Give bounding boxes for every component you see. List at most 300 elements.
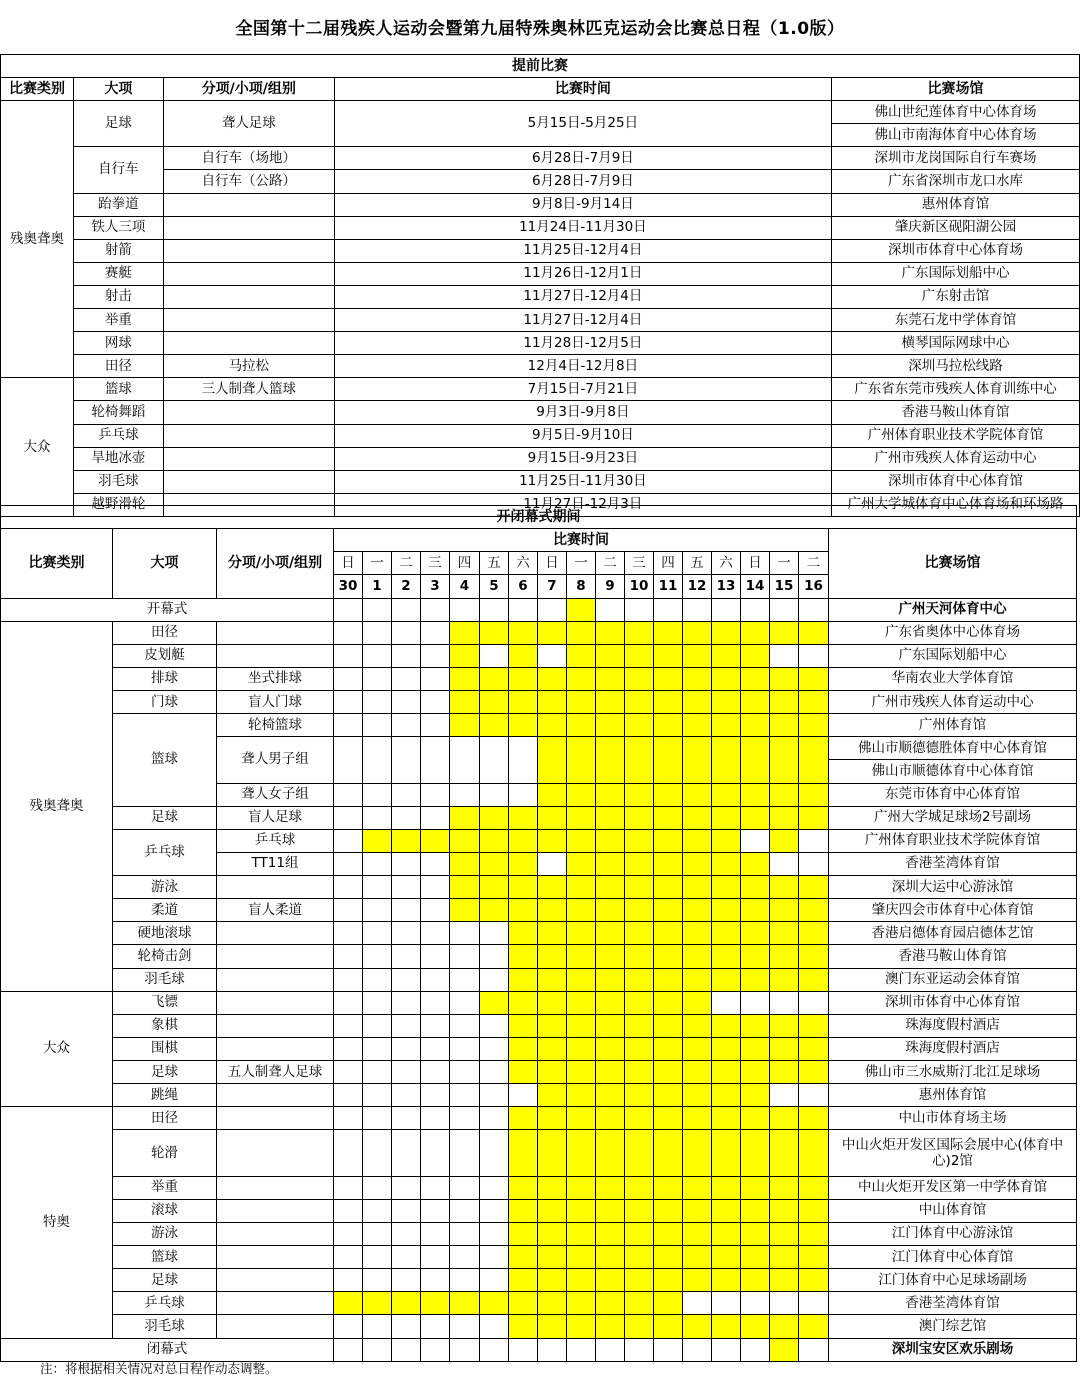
scheduled-day-cell — [538, 1084, 567, 1107]
scheduled-day-cell — [625, 1061, 654, 1084]
scheduled-day-cell — [567, 922, 596, 945]
scheduled-day-cell — [509, 1061, 538, 1084]
date-cell: 15 — [770, 575, 799, 598]
day-cell — [421, 621, 450, 644]
day-cell — [509, 1338, 538, 1361]
scheduled-day-cell — [741, 783, 770, 806]
scheduled-day-cell — [596, 945, 625, 968]
day-cell — [334, 1176, 363, 1199]
scheduled-day-cell — [596, 737, 625, 783]
scheduled-day-cell — [450, 829, 480, 852]
weekday-cell: 六 — [509, 552, 538, 575]
day-cell — [421, 1130, 450, 1176]
scheduled-day-cell — [770, 714, 799, 737]
time-cell: 11月24日-11月30日 — [334, 216, 831, 239]
sub-cell — [163, 285, 334, 308]
venue-cell: 惠州体育馆 — [829, 1084, 1077, 1107]
scheduled-day-cell — [770, 783, 799, 806]
scheduled-day-cell — [683, 1246, 712, 1269]
day-cell — [334, 621, 363, 644]
scheduled-day-cell — [596, 1061, 625, 1084]
day-cell — [334, 922, 363, 945]
scheduled-day-cell — [654, 1014, 683, 1037]
day-cell — [334, 737, 363, 783]
day-cell — [421, 1037, 450, 1060]
event-cell: 皮划艇 — [113, 644, 217, 667]
day-cell — [363, 1222, 392, 1245]
day-cell — [450, 1176, 480, 1199]
weekday-cell: 二 — [799, 552, 829, 575]
venue-cell: 惠州体育馆 — [832, 193, 1080, 216]
scheduled-day-cell — [538, 1176, 567, 1199]
scheduled-day-cell — [770, 1246, 799, 1269]
scheduled-day-cell — [450, 621, 480, 644]
time-cell: 9月15日-9月23日 — [334, 447, 831, 470]
event-cell: 围棋 — [113, 1037, 217, 1060]
day-cell — [509, 598, 538, 621]
day-cell — [392, 968, 421, 991]
page-title: 全国第十二届残疾人运动会暨第九届特殊奥林匹克运动会比赛总日程（1.0版） — [235, 19, 845, 39]
venue-cell: 深圳市体育中心体育馆 — [832, 470, 1080, 493]
sub-cell — [217, 1014, 334, 1037]
sub-cell — [217, 1130, 334, 1176]
scheduled-day-cell — [741, 968, 770, 991]
venue-cell: 深圳市体育中心体育馆 — [829, 991, 1077, 1014]
day-cell — [363, 991, 392, 1014]
day-cell — [334, 1222, 363, 1245]
day-cell — [480, 1014, 509, 1037]
day-cell — [421, 968, 450, 991]
scheduled-day-cell — [654, 829, 683, 852]
weekday-cell: 五 — [683, 552, 712, 575]
scheduled-day-cell — [712, 783, 741, 806]
scheduled-day-cell — [741, 1315, 770, 1338]
scheduled-day-cell — [567, 598, 596, 621]
day-cell — [480, 598, 509, 621]
day-cell — [480, 1107, 509, 1130]
scheduled-day-cell — [683, 1061, 712, 1084]
sub-cell — [217, 991, 334, 1014]
scheduled-day-cell — [567, 806, 596, 829]
scheduled-day-cell — [712, 806, 741, 829]
scheduled-day-cell — [683, 1014, 712, 1037]
venue-cell: 广州大学城足球场2号副场 — [829, 806, 1077, 829]
day-cell — [683, 1292, 712, 1315]
day-cell — [450, 1061, 480, 1084]
scheduled-day-cell — [596, 1084, 625, 1107]
scheduled-day-cell — [799, 876, 829, 899]
event-cell: 轮滑 — [113, 1130, 217, 1176]
scheduled-day-cell — [741, 714, 770, 737]
scheduled-day-cell — [741, 691, 770, 714]
time-cell: 11月27日-12月4日 — [334, 309, 831, 332]
day-cell — [799, 1084, 829, 1107]
venue-cell: 广东国际划船中心 — [832, 262, 1080, 285]
day-cell — [450, 737, 480, 783]
day-cell — [363, 783, 392, 806]
scheduled-day-cell — [538, 922, 567, 945]
venue-cell: 香港马鞍山体育馆 — [832, 401, 1080, 424]
scheduled-day-cell — [741, 1246, 770, 1269]
sub-cell — [163, 424, 334, 447]
scheduled-day-cell — [799, 899, 829, 922]
sub-cell — [163, 262, 334, 285]
scheduled-day-cell — [741, 1037, 770, 1060]
scheduled-day-cell — [538, 1222, 567, 1245]
scheduled-day-cell — [567, 1014, 596, 1037]
scheduled-day-cell — [712, 1037, 741, 1060]
scheduled-day-cell — [712, 644, 741, 667]
scheduled-day-cell — [538, 1061, 567, 1084]
scheduled-day-cell — [625, 829, 654, 852]
venue-cell: 江门体育中心游泳馆 — [829, 1222, 1077, 1245]
scheduled-day-cell — [450, 899, 480, 922]
day-cell — [392, 852, 421, 875]
category-cell: 残奥聋奥 — [1, 621, 113, 991]
scheduled-day-cell — [625, 1130, 654, 1176]
scheduled-day-cell — [712, 1315, 741, 1338]
scheduled-day-cell — [654, 945, 683, 968]
scheduled-day-cell — [567, 1199, 596, 1222]
scheduled-day-cell — [538, 667, 567, 690]
date-cell: 13 — [712, 575, 741, 598]
scheduled-day-cell — [770, 1014, 799, 1037]
day-cell — [334, 1246, 363, 1269]
day-cell — [392, 691, 421, 714]
scheduled-day-cell — [799, 1014, 829, 1037]
sub-cell — [217, 644, 334, 667]
scheduled-day-cell — [654, 1061, 683, 1084]
day-cell — [683, 1338, 712, 1361]
scheduled-day-cell — [480, 667, 509, 690]
day-cell — [712, 598, 741, 621]
day-cell — [392, 1130, 421, 1176]
venue-cell: 佛山市顺德体育中心体育馆 — [829, 760, 1077, 783]
day-cell — [480, 1061, 509, 1084]
weekday-cell: 一 — [770, 552, 799, 575]
scheduled-day-cell — [538, 1246, 567, 1269]
date-cell: 30 — [334, 575, 363, 598]
scheduled-day-cell — [625, 1084, 654, 1107]
scheduled-day-cell — [741, 1107, 770, 1130]
scheduled-day-cell — [509, 714, 538, 737]
scheduled-day-cell — [799, 1037, 829, 1060]
day-cell — [363, 806, 392, 829]
day-cell — [363, 644, 392, 667]
header-category: 比赛类别 — [1, 78, 74, 101]
day-cell — [334, 1014, 363, 1037]
scheduled-day-cell — [596, 1246, 625, 1269]
day-cell — [741, 991, 770, 1014]
scheduled-day-cell — [654, 621, 683, 644]
event-cell: 跳绳 — [113, 1084, 217, 1107]
scheduled-day-cell — [480, 691, 509, 714]
venue-cell: 肇庆四会市体育中心体育馆 — [829, 899, 1077, 922]
scheduled-day-cell — [596, 876, 625, 899]
weekday-cell: 三 — [421, 552, 450, 575]
venue-cell: 澳门东亚运动会体育馆 — [829, 968, 1077, 991]
venue-cell: 江门体育中心体育馆 — [829, 1246, 1077, 1269]
scheduled-day-cell — [567, 945, 596, 968]
scheduled-day-cell — [770, 922, 799, 945]
venue-cell: 东莞石龙中学体育馆 — [832, 309, 1080, 332]
day-cell — [363, 1246, 392, 1269]
scheduled-day-cell — [683, 968, 712, 991]
day-cell — [712, 1292, 741, 1315]
day-cell — [392, 644, 421, 667]
day-cell — [363, 621, 392, 644]
day-cell — [480, 737, 509, 783]
scheduled-day-cell — [509, 852, 538, 875]
scheduled-day-cell — [741, 1199, 770, 1222]
day-cell — [421, 1107, 450, 1130]
scheduled-day-cell — [712, 1014, 741, 1037]
date-cell: 3 — [421, 575, 450, 598]
scheduled-day-cell — [596, 1222, 625, 1245]
sub-cell — [217, 945, 334, 968]
day-cell — [712, 1338, 741, 1361]
sub-cell — [217, 1107, 334, 1130]
scheduled-day-cell — [538, 1107, 567, 1130]
scheduled-day-cell — [509, 945, 538, 968]
day-cell — [334, 876, 363, 899]
day-cell — [450, 945, 480, 968]
scheduled-day-cell — [799, 667, 829, 690]
weekday-cell: 三 — [625, 552, 654, 575]
time-cell: 11月25日-11月30日 — [334, 470, 831, 493]
day-cell — [363, 598, 392, 621]
sub-cell: 自行车（场地） — [163, 147, 334, 170]
day-cell — [334, 968, 363, 991]
weekday-cell: 四 — [654, 552, 683, 575]
day-cell — [421, 1315, 450, 1338]
scheduled-day-cell — [421, 1292, 450, 1315]
day-cell — [741, 1338, 770, 1361]
venue-cell: 广州市残疾人体育运动中心 — [829, 691, 1077, 714]
scheduled-day-cell — [538, 1315, 567, 1338]
scheduled-day-cell — [654, 922, 683, 945]
day-cell — [421, 1222, 450, 1245]
scheduled-day-cell — [596, 1107, 625, 1130]
scheduled-day-cell — [509, 1269, 538, 1292]
venue-cell: 香港荃湾体育馆 — [829, 852, 1077, 875]
scheduled-day-cell — [654, 1107, 683, 1130]
venue-cell: 广东省奥体中心体育场 — [829, 621, 1077, 644]
day-cell — [392, 1176, 421, 1199]
scheduled-day-cell — [567, 1037, 596, 1060]
day-cell — [392, 1107, 421, 1130]
scheduled-day-cell — [596, 783, 625, 806]
scheduled-day-cell — [770, 945, 799, 968]
sub-cell: 盲人足球 — [217, 806, 334, 829]
scheduled-day-cell — [567, 621, 596, 644]
scheduled-day-cell — [538, 1269, 567, 1292]
scheduled-day-cell — [712, 1130, 741, 1176]
scheduled-day-cell — [567, 644, 596, 667]
sub-cell: TT11组 — [217, 852, 334, 875]
day-cell — [596, 598, 625, 621]
day-cell — [363, 691, 392, 714]
sub-cell — [163, 216, 334, 239]
time-cell: 11月26日-12月1日 — [334, 262, 831, 285]
day-cell — [480, 1315, 509, 1338]
scheduled-day-cell — [799, 1130, 829, 1176]
scheduled-day-cell — [480, 1292, 509, 1315]
scheduled-day-cell — [596, 922, 625, 945]
scheduled-day-cell — [625, 1246, 654, 1269]
scheduled-day-cell — [712, 667, 741, 690]
day-cell — [392, 1269, 421, 1292]
sub-cell — [217, 1176, 334, 1199]
day-cell — [392, 1315, 421, 1338]
scheduled-day-cell — [770, 1061, 799, 1084]
sub-cell — [163, 309, 334, 332]
scheduled-day-cell — [741, 806, 770, 829]
event-cell: 乒乓球 — [73, 424, 163, 447]
scheduled-day-cell — [712, 1084, 741, 1107]
day-cell — [480, 922, 509, 945]
day-cell — [334, 852, 363, 875]
scheduled-day-cell — [567, 829, 596, 852]
scheduled-day-cell — [596, 968, 625, 991]
time-cell: 6月28日-7月9日 — [334, 170, 831, 193]
scheduled-day-cell — [538, 899, 567, 922]
scheduled-day-cell — [538, 806, 567, 829]
day-cell — [450, 968, 480, 991]
event-cell: 乒乓球 — [113, 1292, 217, 1315]
scheduled-day-cell — [770, 968, 799, 991]
scheduled-day-cell — [799, 691, 829, 714]
weekday-cell: 四 — [450, 552, 480, 575]
scheduled-day-cell — [538, 714, 567, 737]
scheduled-day-cell — [567, 852, 596, 875]
day-cell — [363, 922, 392, 945]
scheduled-day-cell — [596, 1315, 625, 1338]
scheduled-day-cell — [538, 945, 567, 968]
event-cell: 乒乓球 — [113, 829, 217, 875]
venue-cell: 香港荃湾体育馆 — [829, 1292, 1077, 1315]
scheduled-day-cell — [567, 1315, 596, 1338]
scheduled-day-cell — [770, 1037, 799, 1060]
day-cell — [334, 1084, 363, 1107]
scheduled-day-cell — [625, 968, 654, 991]
scheduled-day-cell — [683, 829, 712, 852]
sub-cell: 乒乓球 — [217, 829, 334, 852]
sub-cell — [217, 1246, 334, 1269]
day-cell — [392, 922, 421, 945]
scheduled-day-cell — [509, 667, 538, 690]
scheduled-day-cell — [654, 1222, 683, 1245]
scheduled-day-cell — [567, 1107, 596, 1130]
day-cell — [421, 737, 450, 783]
day-cell — [392, 899, 421, 922]
day-cell — [450, 1084, 480, 1107]
scheduled-day-cell — [741, 899, 770, 922]
scheduled-day-cell — [596, 1014, 625, 1037]
day-cell — [392, 945, 421, 968]
time-cell: 5月15日-5月25日 — [334, 101, 831, 147]
header-sub: 分项/小项/组别 — [217, 529, 334, 598]
scheduled-day-cell — [741, 621, 770, 644]
scheduled-day-cell — [596, 1269, 625, 1292]
venue-cell: 江门体育中心足球场副场 — [829, 1269, 1077, 1292]
scheduled-day-cell — [712, 945, 741, 968]
scheduled-day-cell — [596, 691, 625, 714]
day-cell — [363, 1107, 392, 1130]
scheduled-day-cell — [596, 667, 625, 690]
day-cell — [421, 1014, 450, 1037]
date-cell: 12 — [683, 575, 712, 598]
venue-cell: 广东射击馆 — [832, 285, 1080, 308]
day-cell — [450, 1338, 480, 1361]
venue-cell: 横琴国际网球中心 — [832, 332, 1080, 355]
venue-cell: 佛山市三水威斯汀北江足球场 — [829, 1061, 1077, 1084]
event-cell: 铁人三项 — [73, 216, 163, 239]
scheduled-day-cell — [799, 783, 829, 806]
scheduled-day-cell — [596, 852, 625, 875]
day-cell — [392, 783, 421, 806]
scheduled-day-cell — [683, 1130, 712, 1176]
day-cell — [421, 783, 450, 806]
day-cell — [334, 1338, 363, 1361]
scheduled-day-cell — [712, 737, 741, 783]
day-cell — [334, 691, 363, 714]
scheduled-day-cell — [363, 1292, 392, 1315]
event-cell: 足球 — [73, 101, 163, 147]
scheduled-day-cell — [799, 1107, 829, 1130]
scheduled-day-cell — [567, 1176, 596, 1199]
scheduled-day-cell — [741, 922, 770, 945]
scheduled-day-cell — [770, 1199, 799, 1222]
venue-cell: 澳门综艺馆 — [829, 1315, 1077, 1338]
day-cell — [363, 1084, 392, 1107]
scheduled-day-cell — [596, 1176, 625, 1199]
scheduled-day-cell — [567, 691, 596, 714]
scheduled-day-cell — [625, 1037, 654, 1060]
event-cell: 网球 — [73, 332, 163, 355]
scheduled-day-cell — [567, 783, 596, 806]
weekday-cell: 日 — [334, 552, 363, 575]
venue-cell: 广州体育职业技术学院体育馆 — [832, 424, 1080, 447]
scheduled-day-cell — [538, 783, 567, 806]
scheduled-day-cell — [683, 1222, 712, 1245]
day-cell — [450, 922, 480, 945]
scheduled-day-cell — [770, 829, 799, 852]
weekday-cell: 一 — [567, 552, 596, 575]
venue-cell: 深圳市体育中心体育场 — [832, 239, 1080, 262]
venue-cell: 佛山市顺德德胜体育中心体育馆 — [829, 737, 1077, 760]
scheduled-day-cell — [625, 1014, 654, 1037]
day-cell — [450, 1130, 480, 1176]
day-cell — [538, 644, 567, 667]
weekday-cell: 一 — [363, 552, 392, 575]
sub-cell — [163, 447, 334, 470]
event-cell: 旱地冰壶 — [73, 447, 163, 470]
date-cell: 2 — [392, 575, 421, 598]
scheduled-day-cell — [741, 945, 770, 968]
closing-venue: 深圳宝安区欢乐剧场 — [829, 1338, 1077, 1361]
scheduled-day-cell — [712, 1269, 741, 1292]
event-cell: 滚球 — [113, 1199, 217, 1222]
day-cell — [363, 714, 392, 737]
scheduled-day-cell — [654, 1315, 683, 1338]
weekday-cell: 日 — [741, 552, 770, 575]
day-cell — [363, 1199, 392, 1222]
sub-cell: 马拉松 — [163, 355, 334, 378]
scheduled-day-cell — [712, 899, 741, 922]
day-cell — [450, 1222, 480, 1245]
scheduled-day-cell — [683, 899, 712, 922]
